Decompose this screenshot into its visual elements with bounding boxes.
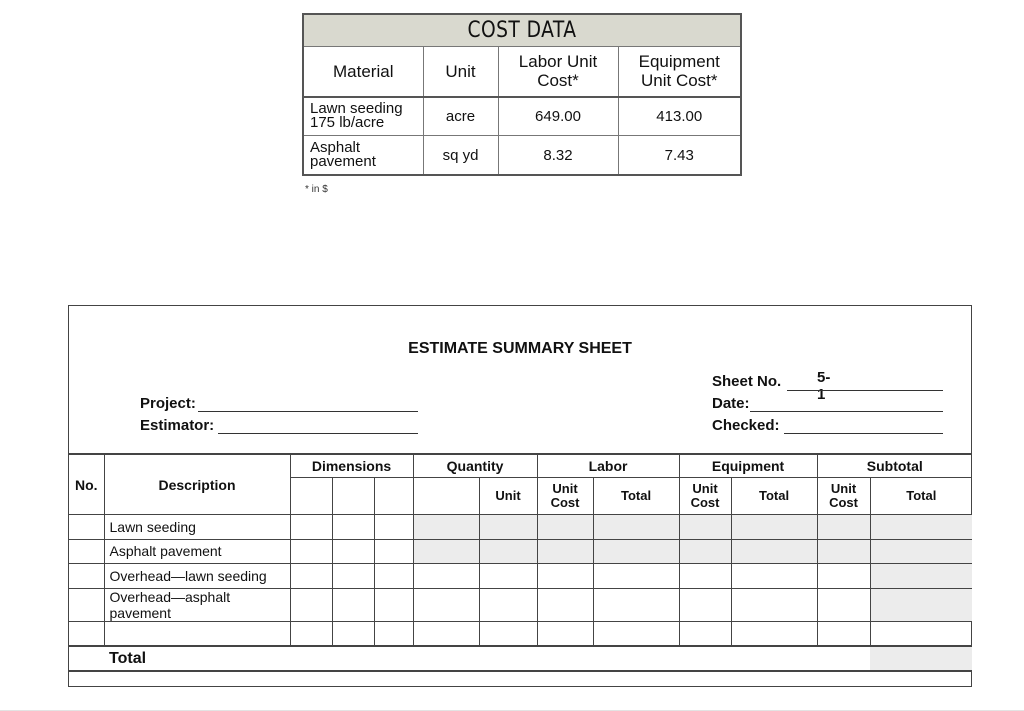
sheet-no-field[interactable] xyxy=(712,369,831,403)
date-field[interactable] xyxy=(712,395,750,412)
material-spec: pavement xyxy=(310,153,376,171)
cell[interactable] xyxy=(537,515,593,540)
cell[interactable] xyxy=(593,515,679,540)
labor-unit-cost xyxy=(537,478,593,515)
sheet-no-label: Sheet No. xyxy=(712,373,782,390)
table-row xyxy=(69,515,972,540)
checked-line[interactable] xyxy=(784,433,943,434)
cell[interactable] xyxy=(537,539,593,564)
total-label: Total xyxy=(69,646,870,671)
unit-text: Unit xyxy=(692,481,718,496)
header-equipment-unit-cost: Equipment Unit Cost* xyxy=(618,46,741,96)
total-value-cell[interactable] xyxy=(870,646,972,671)
header-material: Material xyxy=(303,46,423,96)
table-row xyxy=(69,621,972,646)
cell[interactable] xyxy=(374,515,413,540)
cell[interactable] xyxy=(479,588,537,621)
labor-cost-cell: 8.32 xyxy=(498,136,618,175)
col-quantity: Quantity xyxy=(413,454,537,478)
material-spec: 175 lb/acre xyxy=(310,114,385,132)
equipment-total: Total xyxy=(731,478,817,515)
material-name: Lawn seeding xyxy=(310,100,403,118)
cell[interactable] xyxy=(593,564,679,589)
cell[interactable] xyxy=(290,564,332,589)
cost-data-title: COST DATA xyxy=(336,14,708,46)
cell[interactable] xyxy=(817,564,870,589)
cell[interactable] xyxy=(413,515,479,540)
total-row xyxy=(69,646,972,671)
cell[interactable] xyxy=(332,588,374,621)
cell[interactable] xyxy=(332,539,374,564)
cell[interactable] xyxy=(593,621,679,646)
col-equipment: Equipment xyxy=(679,454,817,478)
cell[interactable] xyxy=(413,539,479,564)
cell[interactable] xyxy=(290,621,332,646)
project-label: Project: xyxy=(140,395,196,412)
dim-col-1 xyxy=(290,478,332,515)
material-name: Asphalt xyxy=(310,139,361,157)
cell[interactable] xyxy=(679,515,731,540)
cell[interactable] xyxy=(679,621,731,646)
cell[interactable] xyxy=(817,515,870,540)
labor-cost-cell: 649.00 xyxy=(498,97,618,136)
cell[interactable] xyxy=(731,588,817,621)
header-labor-unit-cost: Labor Unit Cost* xyxy=(498,46,618,96)
cell[interactable] xyxy=(731,539,817,564)
equipment-cost-cell: 413.00 xyxy=(618,97,741,136)
cell[interactable] xyxy=(374,564,413,589)
col-subtotal: Subtotal xyxy=(817,454,972,478)
header-unit: Unit xyxy=(423,46,498,96)
table-row xyxy=(69,588,972,621)
col-dimensions: Dimensions xyxy=(290,454,413,478)
cell[interactable] xyxy=(332,515,374,540)
cost-footnote: * in $ xyxy=(305,184,328,195)
cell[interactable] xyxy=(870,515,972,540)
equipment-unit-cost xyxy=(679,478,731,515)
table-row xyxy=(303,136,741,175)
project-line[interactable] xyxy=(198,411,418,412)
cell[interactable] xyxy=(413,621,479,646)
cell[interactable] xyxy=(479,539,537,564)
equipment-cost-cell: 7.43 xyxy=(618,136,741,175)
checked-label: Checked: xyxy=(712,417,780,434)
cell[interactable] xyxy=(593,539,679,564)
cost-text: Cost xyxy=(690,495,720,510)
row-description[interactable]: Overhead—asphalt pavement xyxy=(104,588,290,621)
unit-text: Unit xyxy=(552,481,578,496)
col-labor: Labor xyxy=(537,454,679,478)
row-description[interactable]: Lawn seeding xyxy=(104,515,290,540)
cell[interactable] xyxy=(479,564,537,589)
cell[interactable] xyxy=(290,515,332,540)
cell[interactable] xyxy=(679,564,731,589)
sheet-title: ESTIMATE SUMMARY SHEET xyxy=(408,340,632,357)
row-no[interactable] xyxy=(69,539,104,564)
col-no: No. xyxy=(69,454,104,515)
cell[interactable] xyxy=(479,621,537,646)
cell[interactable] xyxy=(870,539,972,564)
cost-text: Cost xyxy=(550,495,580,510)
material-cell xyxy=(303,97,423,136)
estimator-label: Estimator: xyxy=(140,417,215,434)
cell[interactable] xyxy=(374,621,413,646)
unit-cell: sq yd xyxy=(423,136,498,175)
footer-row xyxy=(69,671,972,694)
row-no[interactable] xyxy=(69,621,104,646)
sheet-no-line[interactable] xyxy=(787,390,943,391)
unit-cell: acre xyxy=(423,97,498,136)
table-row xyxy=(303,97,741,136)
cell[interactable] xyxy=(537,588,593,621)
cell[interactable] xyxy=(290,539,332,564)
dim-col-2 xyxy=(332,478,374,515)
row-no[interactable] xyxy=(69,588,104,621)
material-cell xyxy=(303,136,423,175)
cell[interactable] xyxy=(679,539,731,564)
cell[interactable] xyxy=(731,515,817,540)
project-field[interactable] xyxy=(140,395,196,412)
cell[interactable] xyxy=(870,588,972,621)
cell[interactable] xyxy=(870,564,972,589)
cost-text: Cost xyxy=(829,495,858,510)
unit-text: Unit xyxy=(830,481,857,496)
cell[interactable] xyxy=(817,588,870,621)
row-description[interactable]: Asphalt pavement xyxy=(104,539,290,564)
labor-total: Total xyxy=(593,478,679,515)
row-no[interactable] xyxy=(69,564,104,589)
row-no[interactable] xyxy=(69,515,104,540)
col-description: Description xyxy=(104,454,290,515)
cell[interactable] xyxy=(537,564,593,589)
estimator-field[interactable] xyxy=(140,417,214,434)
estimate-summary-sheet xyxy=(68,305,972,687)
qty-unit: Unit xyxy=(479,478,537,515)
estimate-table xyxy=(69,453,972,694)
estimator-line[interactable] xyxy=(218,433,418,434)
cell[interactable] xyxy=(731,621,817,646)
cell[interactable] xyxy=(679,588,731,621)
cell[interactable] xyxy=(817,539,870,564)
cell[interactable] xyxy=(332,621,374,646)
cell[interactable] xyxy=(374,588,413,621)
subtotal-total: Total xyxy=(870,478,972,515)
cell[interactable] xyxy=(870,621,972,646)
footer-cell xyxy=(69,671,972,694)
sheet-no-value: 5-1 xyxy=(817,369,831,403)
cell[interactable] xyxy=(817,621,870,646)
qty-blank xyxy=(413,478,479,515)
row-description[interactable] xyxy=(104,621,290,646)
cell[interactable] xyxy=(413,588,479,621)
subtotal-unit-cost xyxy=(817,478,870,515)
table-row xyxy=(69,564,972,589)
date-line[interactable] xyxy=(750,411,943,412)
row-description[interactable]: Overhead—lawn seeding xyxy=(104,564,290,589)
dim-col-3 xyxy=(374,478,413,515)
cell[interactable] xyxy=(290,588,332,621)
cell[interactable] xyxy=(537,621,593,646)
cell[interactable] xyxy=(731,564,817,589)
checked-field[interactable] xyxy=(712,417,780,434)
cell[interactable] xyxy=(332,564,374,589)
table-row xyxy=(69,539,972,564)
cell[interactable] xyxy=(374,539,413,564)
cell[interactable] xyxy=(593,588,679,621)
cell[interactable] xyxy=(479,515,537,540)
cell[interactable] xyxy=(413,564,479,589)
cost-data-table xyxy=(302,13,742,176)
date-label: Date: xyxy=(712,395,750,412)
